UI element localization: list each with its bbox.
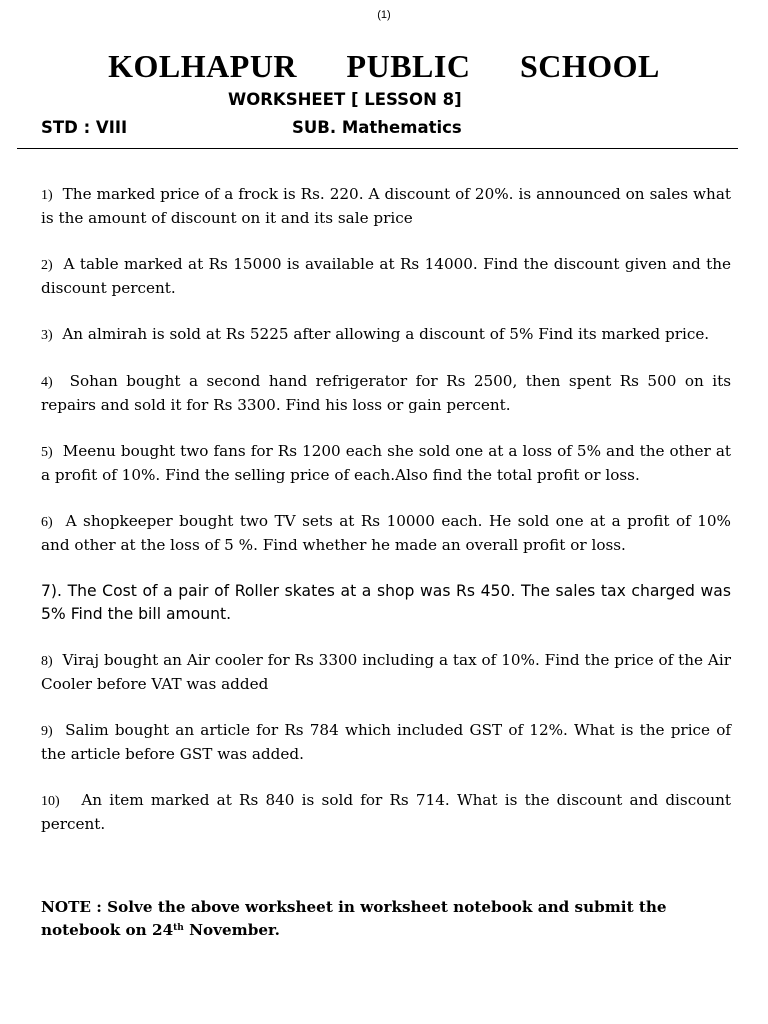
page-number: (1) <box>377 9 391 21</box>
question-text: An item marked at Rs 840 is sold for Rs 714. What is the discount and discount percent. <box>41 791 732 833</box>
school-name: KOLHAPUR PUBLIC SCHOOL <box>108 48 660 84</box>
note-text: NOTE : Solve the above worksheet in worksheet notebook and submit the notebook on 24 <box>41 898 667 939</box>
question-text: Viraj bought an Air cooler for Rs 3300 including a tax of 10%. Find the price of the Air Cooler before VAT was added <box>41 651 731 693</box>
question-item <box>41 719 731 766</box>
question-number: 3) <box>41 328 53 343</box>
question-item <box>41 183 731 230</box>
question-text: Sohan bought a second hand refrigerator for Rs 2500, then spent Rs 500 on its repairs and sold it for Rs 3300. Find his loss or gain percent. <box>41 372 732 414</box>
question-item <box>41 649 731 696</box>
question-text: A table marked at Rs 15000 is available at Rs 14000. Find the discount given and the discount percent. <box>41 255 731 297</box>
question-number: 8) <box>41 654 53 669</box>
note-text-end: November. <box>183 921 280 939</box>
subject-label: SUB. Mathematics <box>292 118 462 137</box>
worksheet-title: WORKSHEET [ LESSON 8] <box>228 90 462 109</box>
question-text: An almirah is sold at Rs 5225 after allowing a discount of 5% Find its marked price. <box>62 325 710 343</box>
question-item <box>41 789 731 836</box>
submission-note <box>41 896 731 942</box>
question-text: A shopkeeper bought two TV sets at Rs 10000 each. He sold one at a profit of 10% and other at the loss of 5 %. Find whether he made an overall profit or loss. <box>41 512 731 554</box>
question-text: Meenu bought two fans for Rs 1200 each she sold one at a loss of 5% and the other at a profit of 10%. Find the selling price of each.Also find the total profit or loss. <box>41 442 731 484</box>
question-number: 5) <box>41 445 53 460</box>
question-item <box>41 440 731 487</box>
header-divider <box>17 148 738 149</box>
question-text: Salim bought an article for Rs 784 which included GST of 12%. What is the price of the article before GST was added. <box>41 721 732 763</box>
question-item <box>41 253 731 300</box>
std-label: STD : VIII <box>41 118 128 137</box>
note-superscript: th <box>173 923 184 933</box>
question-number: 6) <box>41 515 53 530</box>
question-number: 4) <box>41 375 53 390</box>
question-text: The Cost of a pair of Roller skates at a shop was Rs 450. The sales tax charged was 5% Find the bill amount. <box>41 582 731 623</box>
question-item <box>41 370 731 417</box>
question-number: 10) <box>41 794 60 809</box>
question-number: 2) <box>41 258 53 273</box>
question-item <box>41 510 731 557</box>
question-number: 1) <box>41 188 53 203</box>
question-number: 9) <box>41 724 53 739</box>
question-item <box>41 323 731 347</box>
question-number: 7). <box>41 582 62 600</box>
question-list <box>41 183 731 859</box>
question-item <box>41 580 731 626</box>
question-text: The marked price of a frock is Rs. 220. A discount of 20%. is announced on sales what is the amount of discount on it and its sale price <box>41 185 731 227</box>
